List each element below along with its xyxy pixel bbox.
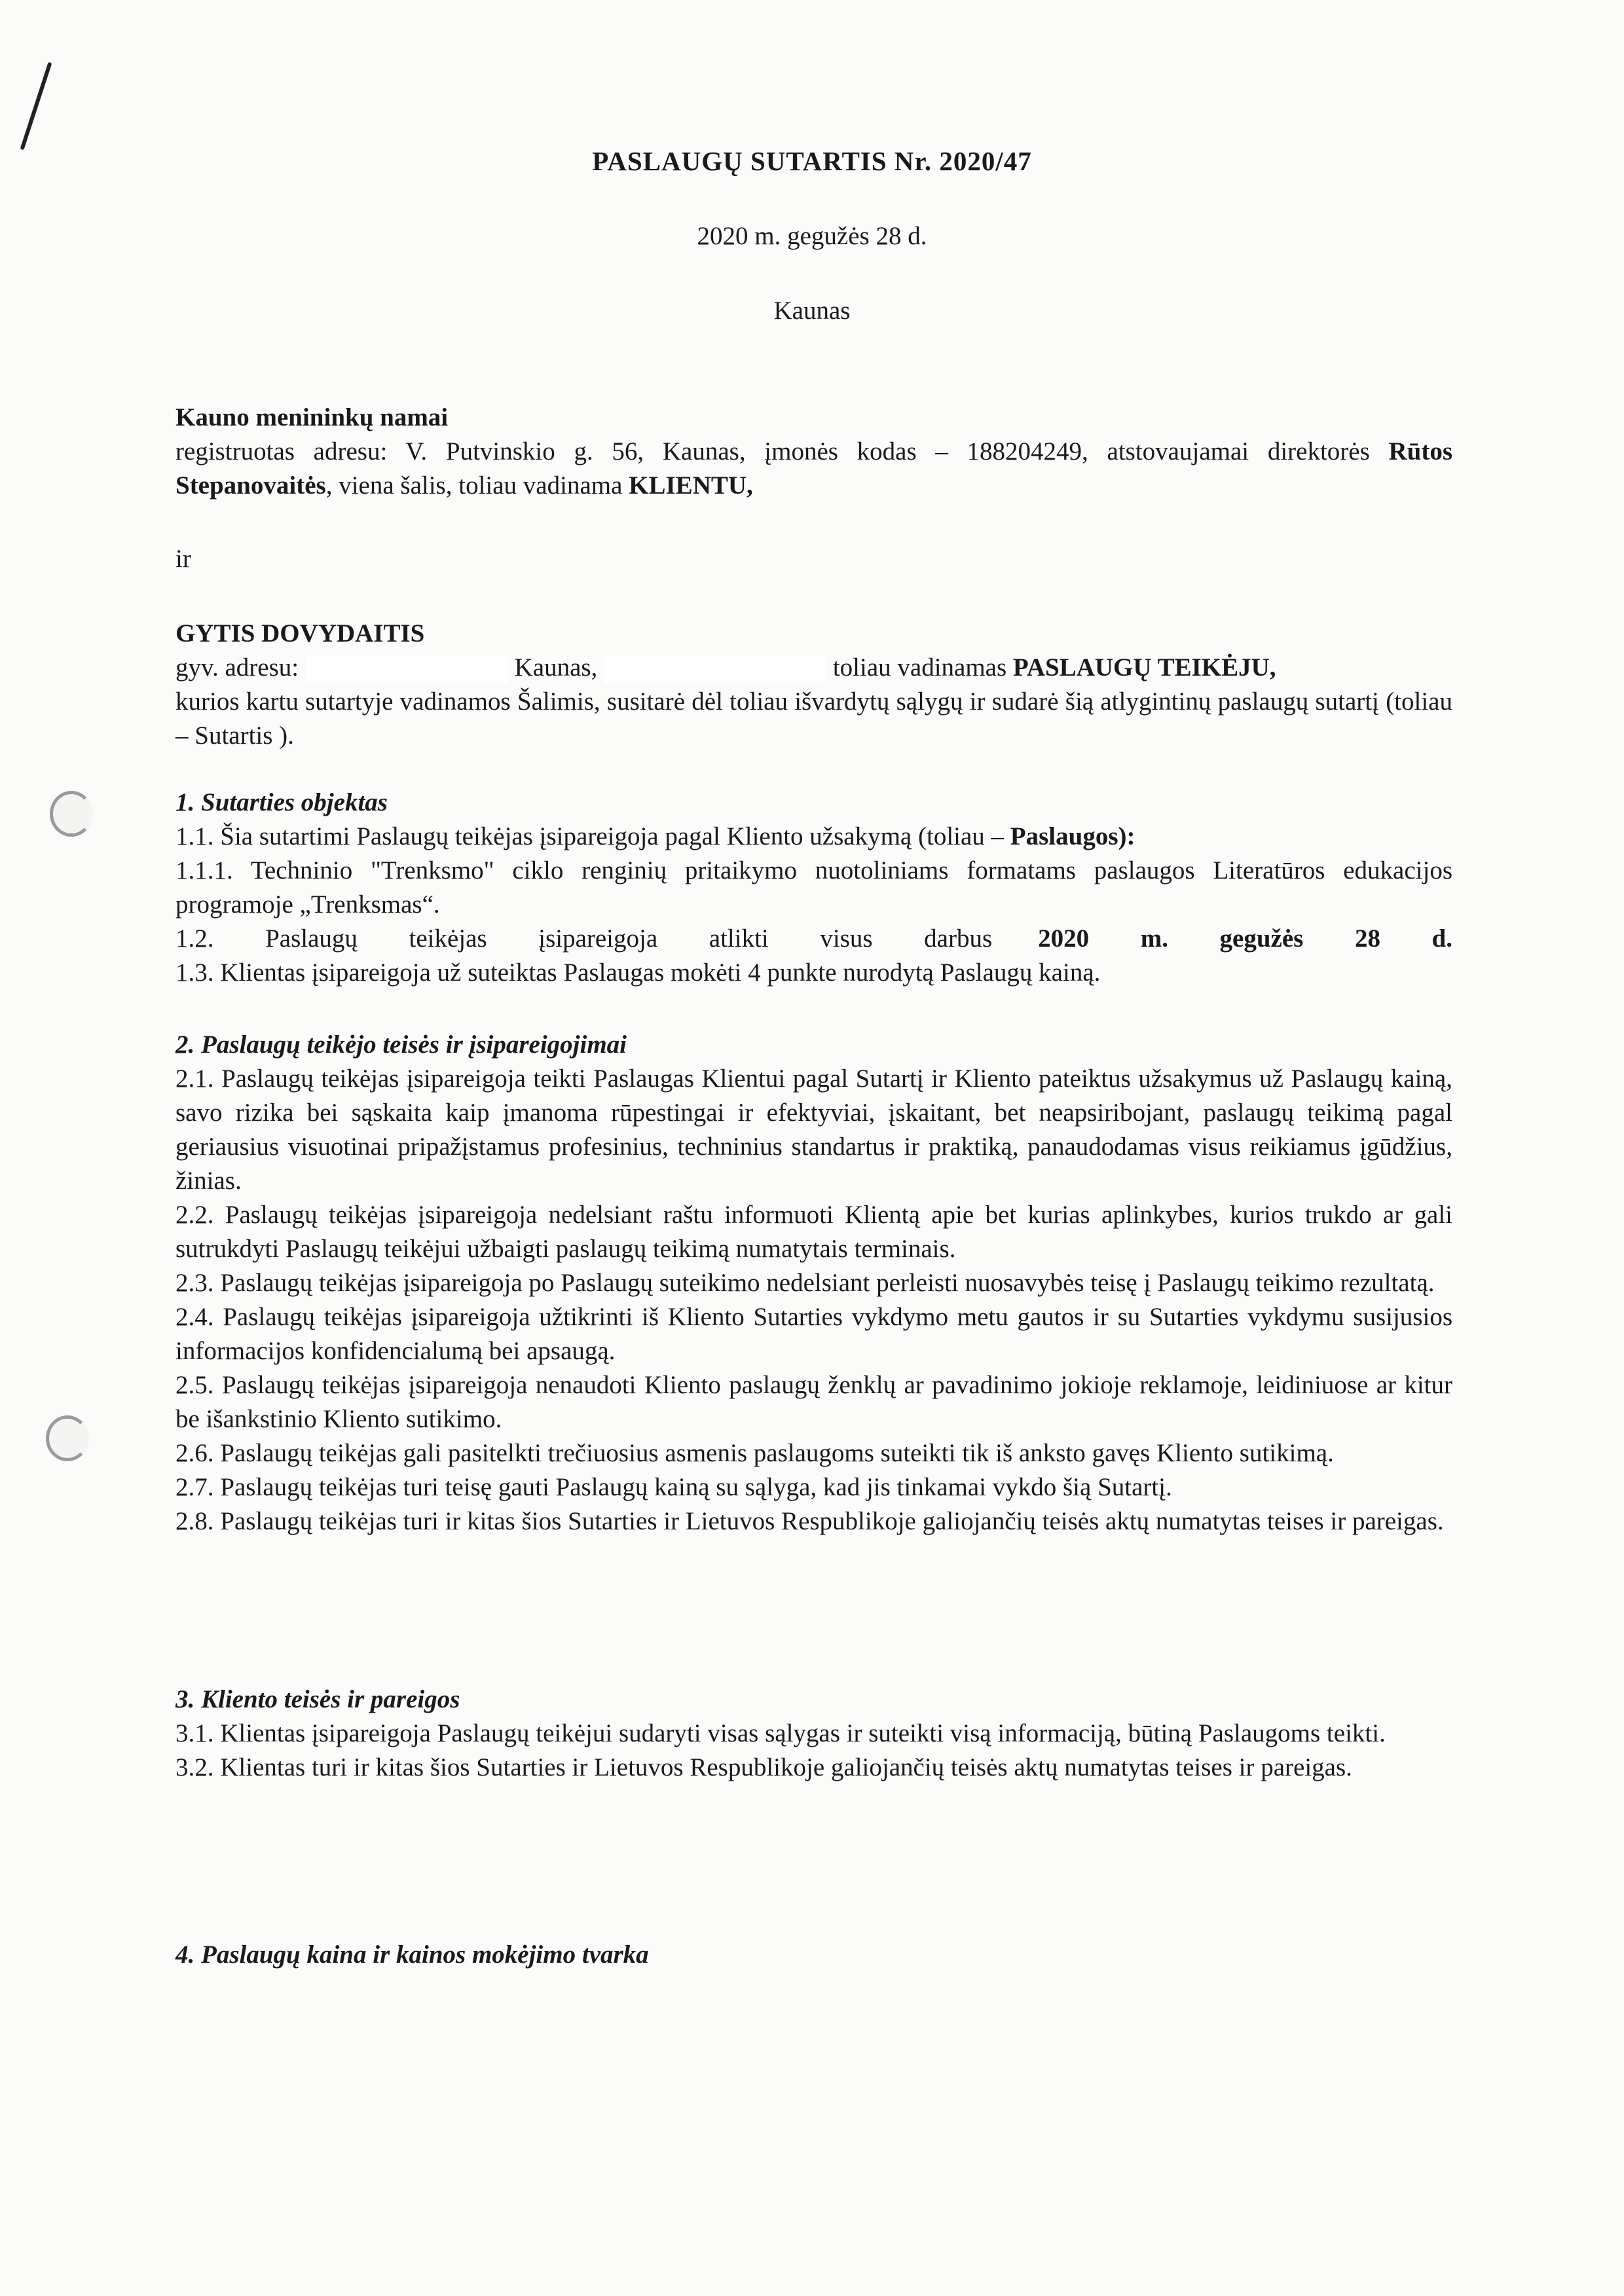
clause-2-1: 2.1. Paslaugų teikėjas įsipareigoja teikti Paslaugas Klientui pagal Sutartį ir Kliento pateiktus užsakymus už Paslaugų kainą, savo rizika bei sąskaita kaip įmanoma rūpestingai ir efektyviai, įskaitant, bet neapsiribojant, paslaugų teikimą pagal geriausius visuotinai pripažįstamus profesinius, techninius standartus ir praktiką, panaudodamas visus reikiamus įgūdžius, žinias.: [175, 1065, 1452, 1195]
section-4-title: [175, 1938, 1452, 1972]
provider-block: [175, 617, 1452, 753]
contract-city: Kaunas: [773, 297, 851, 325]
clause-3-2: 3.2. Klientas turi ir kitas šios Sutarties ir Lietuvos Respublikoje galiojančių teisės aktų numatytas teises ir pareigas.: [175, 1753, 1352, 1781]
provider-line-end: toliau vadinamas: [832, 653, 1007, 682]
punch-hole-top: [50, 791, 93, 837]
provider-name: GYTIS DOVYDAITIS: [175, 619, 425, 647]
clause-1-2-date: 2020 m. gegužės 28 d.: [1038, 924, 1452, 953]
clause-2-3: 2.3. Paslaugų teikėjas įsipareigoja po Paslaugų suteikimo nedelsiant perleisti nuosavybės teisę į Paslaugų teikimo rezultatą.: [175, 1269, 1435, 1297]
client-details-2: , viena šalis, toliau vadinama: [325, 471, 629, 500]
clause-2-4: 2.4. Paslaugų teikėjas įsipareigoja užtikrinti iš Kliento Sutarties vykdymo metu gautos ir su Sutarties vykdymu susijusios informacijos konfidencialumą bei apsaugą.: [175, 1303, 1452, 1365]
punch-hole-bottom: [46, 1415, 89, 1461]
provider-address-label: gyv. adresu:: [175, 653, 299, 682]
section-2: [175, 1028, 1452, 1539]
clause-1-1: 1.1. Šia sutartimi Paslaugų teikėjas įsipareigoja pagal Kliento užsakymą (toliau –: [175, 822, 1010, 850]
clause-2-8: 2.8. Paslaugų teikėjas turi ir kitas šios Sutarties ir Lietuvos Respublikoje galiojančių teisės aktų numatytas teises ir pareigas.: [175, 1507, 1444, 1535]
contract-title: PASLAUGŲ SUTARTIS Nr. 2020/47: [592, 146, 1032, 176]
clause-1-1-term: Paslaugos):: [1010, 822, 1135, 850]
section-3-title: 3. Kliento teisės ir pareigos: [175, 1685, 460, 1713]
section-3: [175, 1683, 1452, 1785]
provider-city: Kaunas,: [514, 653, 598, 682]
section-2-title: 2. Paslaugų teikėjo teisės ir įsipareigojimai: [175, 1030, 627, 1059]
provider-role: PASLAUGŲ TEIKĖJU,: [1012, 653, 1276, 682]
clause-2-2: 2.2. Paslaugų teikėjas įsipareigoja nedelsiant raštu informuoti Klientą apie bet kurias aplinkybes, kurios trukdo ar gali sutrukdyti Paslaugų teikėjui užbaigti paslaugų teikimą numatytais terminais.: [175, 1201, 1452, 1263]
clause-2-5: 2.5. Paslaugų teikėjas įsipareigoja nenaudoti Kliento paslaugų ženklų ar pavadinimo jokioje reklamoje, leidiniuose ar kitur be išankstinio Kliento sutikimo.: [175, 1371, 1452, 1433]
clause-1-3: 1.3. Klientas įsipareigoja už suteiktas Paslaugas mokėti 4 punkte nurodytą Paslaugų kainą.: [175, 958, 1101, 987]
section-1: [175, 786, 1452, 990]
clause-1-2: 1.2. Paslaugų teikėjas įsipareigoja atlikti visus darbus: [175, 924, 993, 953]
client-name: Kauno menininkų namai: [175, 403, 449, 431]
clause-2-6: 2.6. Paslaugų teikėjas gali pasitelkti trečiuosius asmenis paslaugoms suteikti tik iš anksto gavęs Kliento sutikimą.: [175, 1439, 1334, 1467]
section-4-title-text: 4. Paslaugų kaina ir kainos mokėjimo tvarka: [175, 1941, 649, 1969]
client-details: registruotas adresu: V. Putvinskio g. 56, Kaunas, įmonės kodas – 188204249, atstovaujamai direktorės: [175, 437, 1370, 465]
client-block: [175, 401, 1452, 503]
and-word: ir: [175, 545, 191, 573]
client-role: KLIENTU,: [629, 471, 753, 500]
parties-agreement: kurios kartu sutartyje vadinamos Šalimis, susitarė dėl toliau išvardytų sąlygų ir sudarė šią atlygintinų paslaugų sutartį (toliau – Sutartis ).: [175, 687, 1452, 750]
clause-2-7: 2.7. Paslaugų teikėjas turi teisę gauti Paslaugų kainą su sąlyga, kad jis tinkamai vykdo šią Sutartį.: [175, 1473, 1172, 1501]
section-1-title: 1. Sutarties objektas: [175, 788, 388, 816]
clause-3-1: 3.1. Klientas įsipareigoja Paslaugų teikėjui sudaryti visas sąlygas ir suteikti visą informaciją, būtiną Paslaugoms teikti.: [175, 1719, 1386, 1747]
client-director: Rūtos Stepanovaitės: [175, 437, 1453, 500]
pen-slash-mark: [20, 62, 52, 150]
redacted-personal-code: [604, 657, 826, 683]
clause-1-1-1: 1.1.1. Techninio "Trenksmo" ciklo renginių pritaikymo nuotoliniams formatams paslaugos Literatūros edukacijos programoje „Trenksmas“.: [175, 856, 1452, 919]
contract-date: 2020 m. gegužės 28 d.: [697, 222, 927, 250]
redacted-address: [305, 657, 508, 683]
